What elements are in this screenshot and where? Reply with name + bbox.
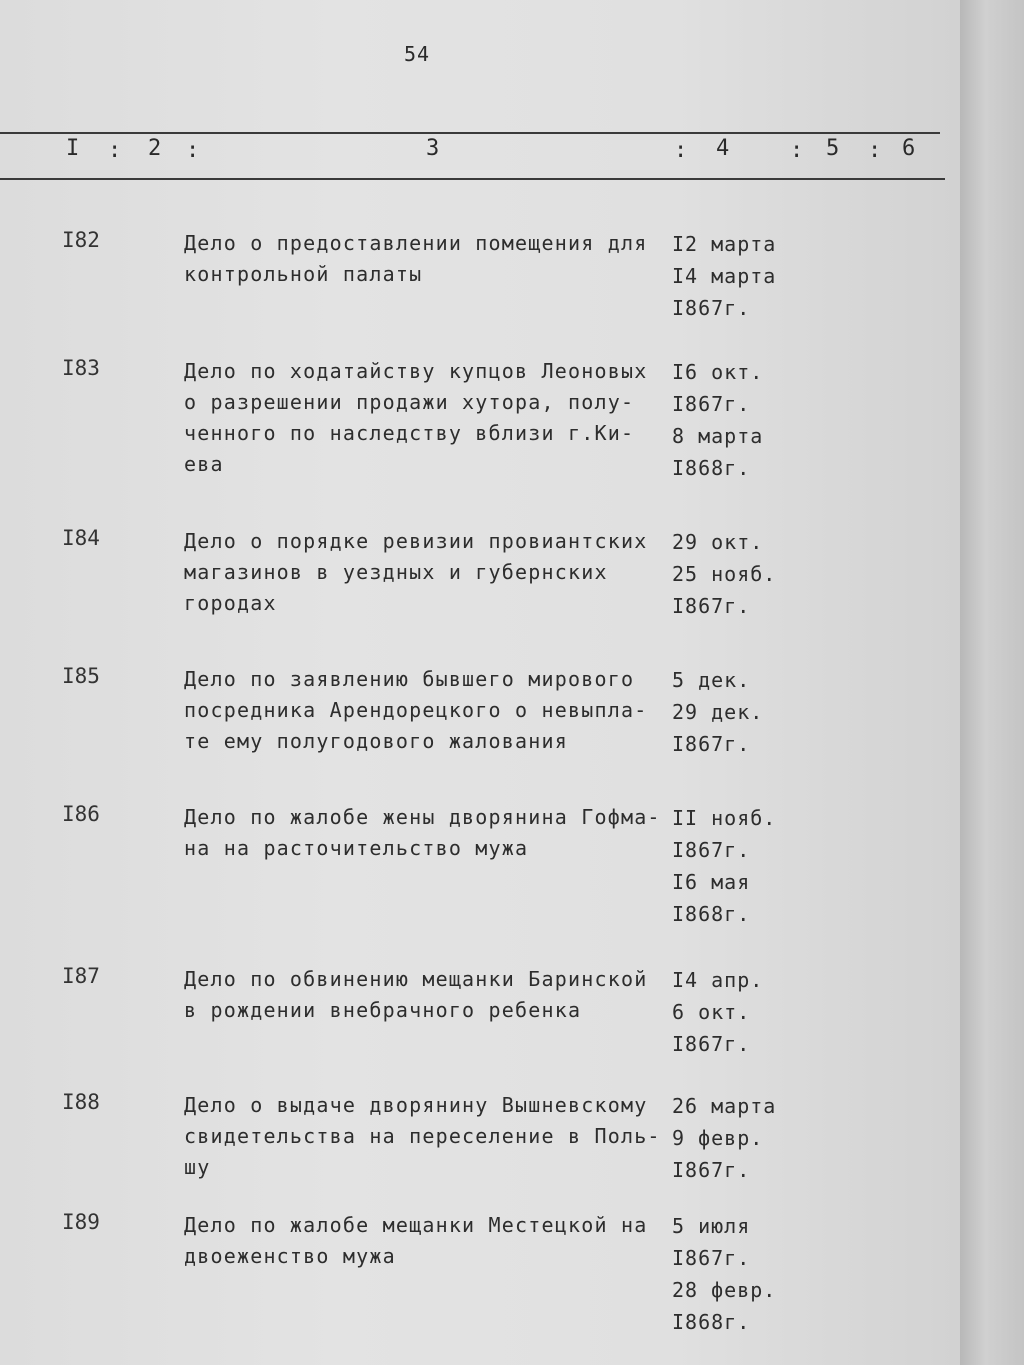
- case-dates: I6 окт. I867г. 8 марта I868г.: [672, 360, 764, 480]
- case-title: Дело по жалобе мещанки Местецкой на двоеженство мужа: [184, 1213, 648, 1268]
- case-number: I87: [62, 964, 100, 988]
- column-separator: :: [674, 138, 688, 163]
- column-header-2: 2: [148, 136, 162, 161]
- case-number: I88: [62, 1090, 100, 1114]
- column-separator: :: [868, 138, 882, 163]
- case-dates: 26 марта 9 февр. I867г.: [672, 1094, 777, 1182]
- case-number: I85: [62, 664, 100, 688]
- column-header-3: 3: [426, 136, 440, 161]
- case-number: I86: [62, 802, 100, 826]
- case-dates: I4 апр. 6 окт. I867г.: [672, 968, 764, 1056]
- case-title: Дело о выдаче дворянину Вышневскому свидетельства на переселение в Поль- шу: [184, 1093, 661, 1179]
- case-dates: I2 марта I4 марта I867г.: [672, 232, 777, 320]
- case-number: I82: [62, 228, 100, 252]
- case-title: Дело по обвинению мещанки Баринской в рождении внебрачного ребенка: [184, 967, 648, 1022]
- column-header-4: 4: [716, 136, 730, 161]
- case-title: Дело о порядке ревизии провиантских магазинов в уездных и губернских городах: [184, 529, 648, 615]
- case-title: Дело о предоставлении помещения для контрольной палаты: [184, 231, 648, 286]
- column-header-1: I: [66, 136, 80, 161]
- column-separator: :: [108, 138, 122, 163]
- case-dates: 5 дек. 29 дек. I867г.: [672, 668, 764, 756]
- case-number: I83: [62, 356, 100, 380]
- case-title: Дело по заявлению бывшего мирового посредника Арендорецкого о невыпла- те ему полугодового жалования: [184, 667, 648, 753]
- case-number: I89: [62, 1210, 100, 1234]
- page-number: 54: [404, 42, 431, 66]
- case-title: Дело по ходатайству купцов Леоновых о разрешении продажи хутора, полу- ченного по наследству вблизи г.Ки- ева: [184, 359, 648, 476]
- page-edge-shadow: [960, 0, 1024, 1365]
- case-title: Дело по жалобе жены дворянина Гофма- на на расточительство мужа: [184, 805, 661, 860]
- column-header-5: 5: [826, 136, 840, 161]
- case-dates: II нояб. I867г. I6 мая I868г.: [672, 806, 777, 926]
- header-rule-bottom: [0, 178, 945, 180]
- column-header-6: 6: [902, 136, 916, 161]
- case-dates: 5 июля I867г. 28 февр. I868г.: [672, 1214, 777, 1334]
- case-dates: 29 окт. 25 нояб. I867г.: [672, 530, 777, 618]
- case-number: I84: [62, 526, 100, 550]
- column-separator: :: [790, 138, 804, 163]
- column-separator: :: [186, 138, 200, 163]
- header-rule-top: [0, 132, 940, 134]
